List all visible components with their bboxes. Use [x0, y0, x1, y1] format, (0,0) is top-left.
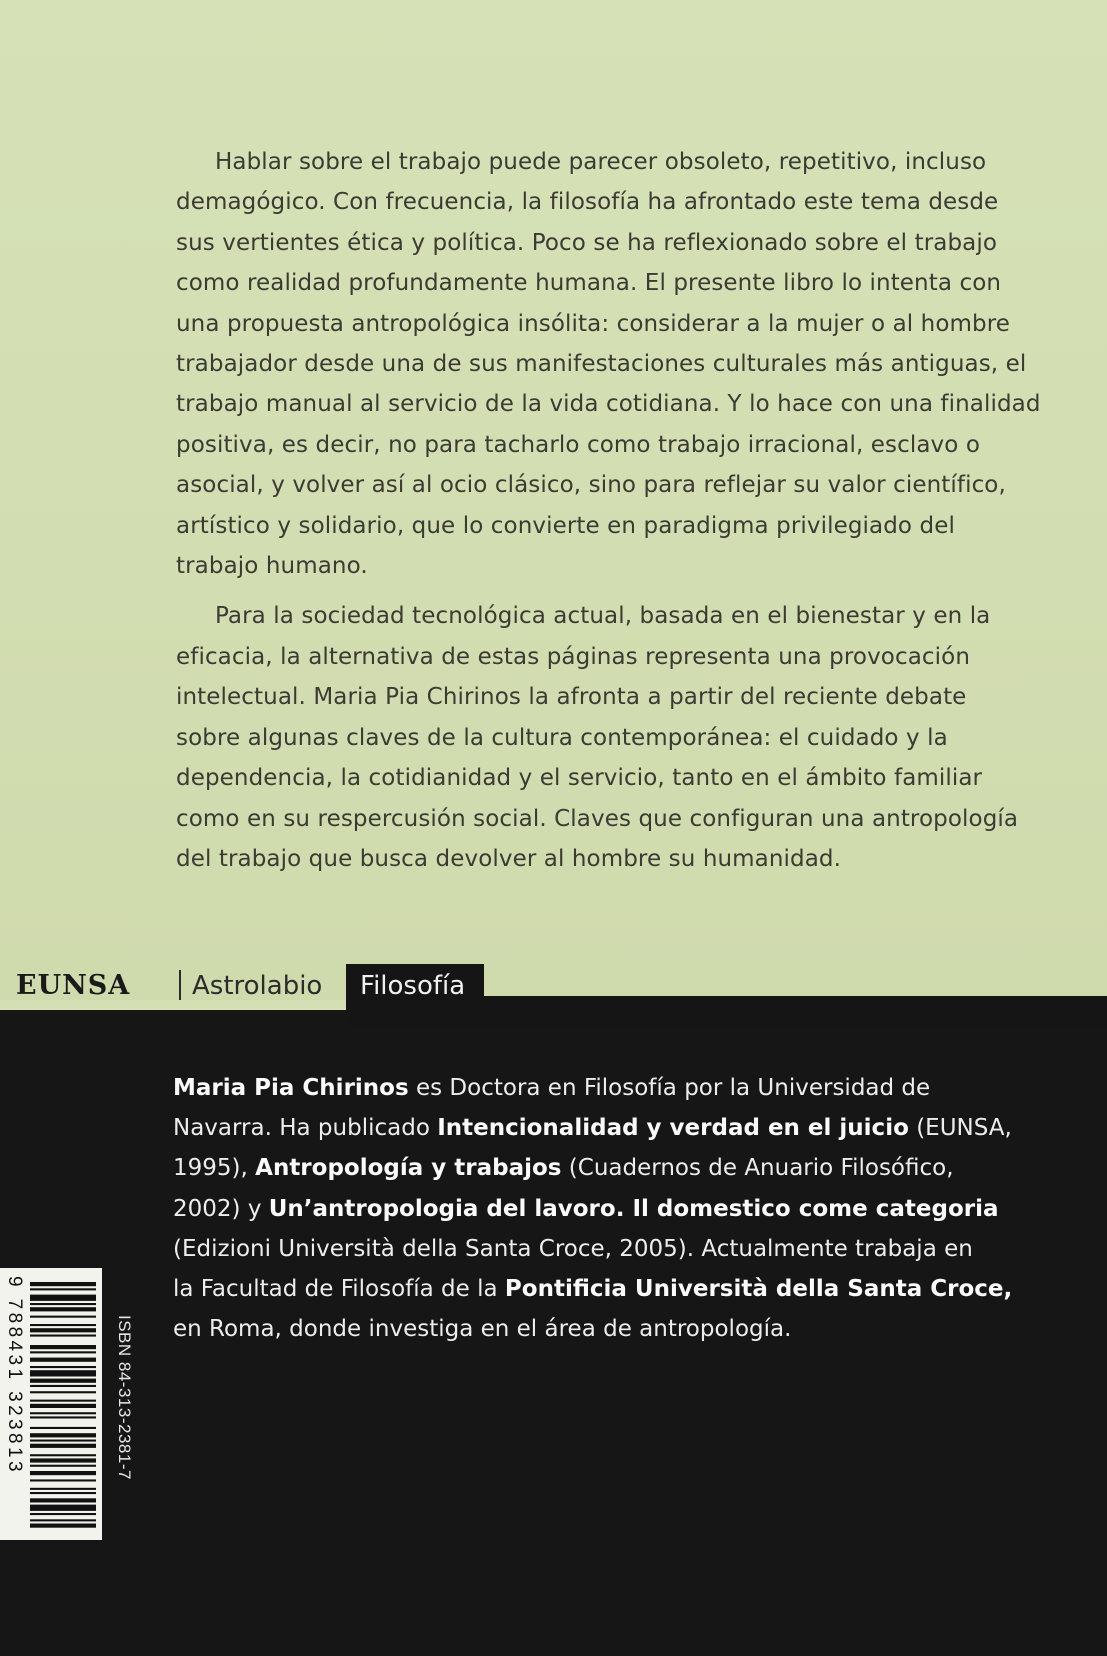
blurb-paragraph-2 [176, 596, 1036, 879]
barcode-bar [30, 1385, 96, 1387]
blurb-line: trabajo manual al servicio de la vida cotidiana. Y lo hace con una finalidad [176, 391, 1041, 418]
blurb-line: sobre algunas claves de la cultura contemporánea: el cuidado y la [176, 724, 948, 751]
barcode-bar [30, 1427, 96, 1429]
barcode-bar [30, 1345, 96, 1349]
barcode-bar [30, 1400, 96, 1402]
isbn-number: ISBN 84-313-2381-7 [115, 1315, 134, 1480]
barcode-bar [30, 1412, 96, 1414]
blurb-line: Para la sociedad tecnológica actual, basada en el bienestar y en la [215, 603, 991, 630]
blurb-line: como en su respercusión social. Claves que configuran una antropología [176, 805, 1019, 832]
barcode-bar [30, 1391, 96, 1393]
series-strip [0, 964, 1107, 1008]
institution-name: Pontificia Università della Santa Croce, [504, 1276, 1013, 1303]
barcode-bar [30, 1513, 96, 1515]
book-title: Intencionalidad y verdad en el juicio [437, 1115, 909, 1142]
barcode-bar [30, 1519, 96, 1521]
barcode-bar [30, 1479, 96, 1481]
bio-line [173, 1068, 1073, 1108]
barcode-bar [30, 1471, 96, 1475]
blurb-line: asocial, y volver así al ocio clásico, sino para reflejar su valor científico, [176, 472, 1006, 499]
bio-line [173, 1269, 1073, 1309]
bio-line: en Roma, donde investiga en el área de antropología. [173, 1316, 792, 1343]
barcode-bar [30, 1328, 96, 1332]
blurb-line: del trabajo que busca devolver al hombre su humanidad. [176, 845, 842, 872]
barcode-bar [30, 1288, 96, 1290]
blurb-line: positiva, es decir, no para tacharlo como trabajo irracional, esclavo o [176, 431, 981, 458]
series-tab-connector [484, 996, 1107, 1026]
barcode-bar [30, 1335, 96, 1337]
blurb-line: demagógico. Con frecuencia, la filosofía ha afrontado este tema desde [176, 189, 999, 216]
barcode-bar [30, 1416, 96, 1418]
barcode-bar [30, 1440, 96, 1442]
bio-text: 1995), [173, 1155, 256, 1182]
barcode-bar [30, 1370, 96, 1376]
barcode-number: 9 788431 323813 [4, 1276, 25, 1475]
barcode-label [0, 1268, 102, 1540]
barcode-bar [30, 1488, 96, 1490]
book-title: Un’antropologia del lavoro. Il domestico come categoria [268, 1195, 999, 1222]
barcode-bar [30, 1295, 96, 1301]
author-bio [173, 1068, 1073, 1349]
bio-line [173, 1189, 1073, 1229]
blurb-line: artístico y solidario, que lo convierte en paradigma privilegiado del [176, 512, 955, 539]
barcode-digits [4, 1276, 26, 1534]
barcode-bar [30, 1433, 96, 1437]
bio-text: (EUNSA, [908, 1115, 1012, 1142]
barcode-bar [30, 1454, 96, 1456]
barcode-bar [30, 1303, 96, 1305]
blurb-text [176, 142, 1041, 879]
barcode-bar [30, 1307, 96, 1311]
bio-text: 2002) y [173, 1195, 269, 1222]
blurb-line: trabajo humano. [176, 553, 368, 580]
blurb-line: eficacia, la alternativa de estas páginas representa una provocación [176, 643, 970, 670]
bio-line [173, 1108, 1073, 1148]
publisher-logo: EUNSA [16, 970, 131, 1001]
blurb-line: trabajador desde una de sus manifestaciones culturales más antiguas, el [176, 351, 1027, 378]
blurb-line: Hablar sobre el trabajo puede parecer obsoleto, repetitivo, incluso [215, 149, 987, 175]
barcode-bar [30, 1524, 96, 1528]
bio-text: es Doctora en Filosofía por la Universidad de [408, 1075, 931, 1101]
blurb-line: intelectual. Maria Pia Chirinos la afronta a partir del reciente debate [176, 684, 967, 711]
bio-line: (Edizioni Università della Santa Croce, 2005). Actualmente trabaja en [173, 1235, 973, 1262]
bio-text: la Facultad de Filosofía de la [173, 1276, 505, 1303]
book-title: Antropología y trabajos [255, 1155, 562, 1182]
barcode-bar [30, 1498, 96, 1502]
blurb-line: como realidad profundamente humana. El presente libro lo intenta con [176, 270, 1002, 297]
blurb-line: sus vertientes ética y política. Poco se ha reflexionado sobre el trabajo [176, 229, 998, 256]
bio-line [173, 1148, 1073, 1188]
barcode-bar [30, 1465, 96, 1467]
blurb-line: una propuesta antropológica insólita: considerar a la mujer o al hombre [176, 310, 1011, 337]
barcode-bar [30, 1324, 96, 1326]
barcode-bar [30, 1379, 96, 1383]
barcode-bar [30, 1316, 96, 1318]
category-label: Filosofía [360, 971, 466, 1001]
barcode-bar [30, 1444, 96, 1448]
barcode-bar [30, 1366, 96, 1368]
isbn [112, 1315, 136, 1535]
blurb-paragraph-1 [176, 142, 1041, 586]
bio-text: (Cuadernos de Anuario Filosófico, [561, 1155, 954, 1182]
series-divider [179, 970, 181, 1000]
bio-text: Navarra. Ha publicado [173, 1115, 438, 1142]
barcode-bar [30, 1282, 96, 1286]
barcode-bar [30, 1358, 96, 1362]
barcode-bar [30, 1492, 96, 1494]
barcode-bar [30, 1505, 96, 1511]
blurb-line: dependencia, la cotidianidad y el servicio, tanto en el ámbito familiar [176, 765, 983, 792]
barcode-bar [30, 1351, 96, 1353]
collection-name: Astrolabio [192, 971, 323, 1001]
barcode-bar [30, 1404, 96, 1408]
author-name: Maria Pia Chirinos [173, 1075, 409, 1101]
barcode-bar [30, 1458, 96, 1462]
